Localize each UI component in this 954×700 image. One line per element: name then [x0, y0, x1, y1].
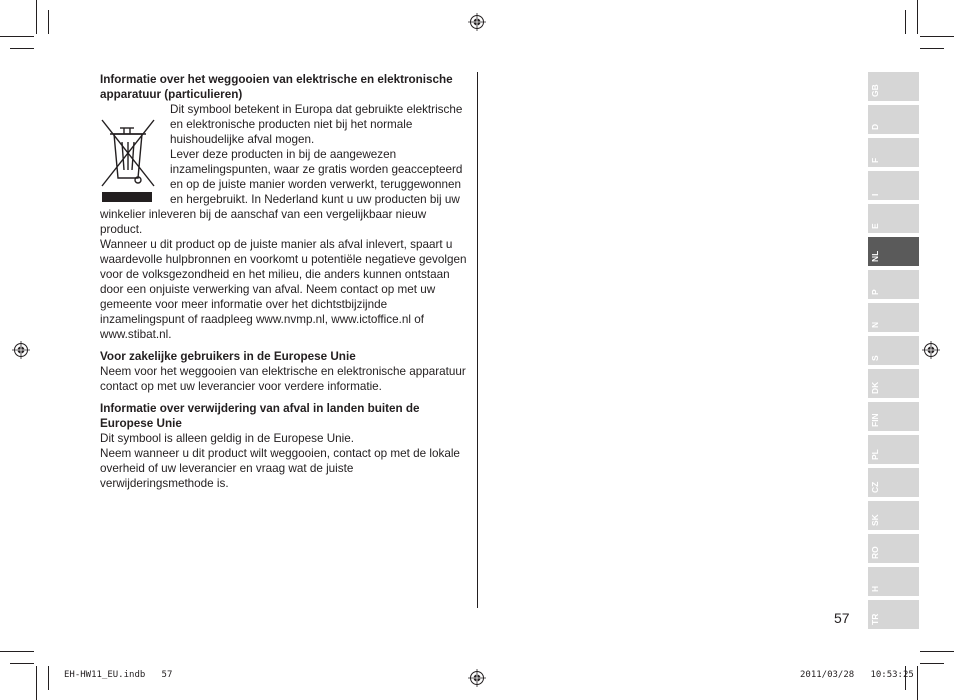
tab-label: E	[870, 223, 880, 229]
column-divider	[477, 72, 478, 608]
tab-label: GB	[870, 84, 880, 97]
registration-mark-icon	[922, 341, 940, 359]
crop-mark-tl-h2	[0, 36, 34, 37]
tab-language-nl[interactable]	[868, 237, 919, 266]
crop-mark-tr-h2	[920, 48, 944, 49]
crop-mark-tl-h	[10, 48, 34, 49]
section-paragraph: Lever deze producten in bij de aangewezen inzamelingspunten, waar ze gratis worden geaccepteerd en op de juiste manier worden verwerkt, teruggewonnen en hergebruikt. In Nederland kunt u uw producten bij uw winkelier inleveren bij de aanschaf van een vergelijkbaar nieuw product.	[100, 148, 463, 236]
crop-mark-bl-v	[36, 666, 37, 700]
tab-language-f[interactable]	[868, 138, 919, 167]
tab-label: CZ	[870, 481, 880, 493]
crop-mark-br-h2	[920, 663, 944, 664]
section-paragraph: Wanneer u dit product op de juiste manier als afval inlevert, spaart u waardevolle hulpbronnen en voorkomt u potentiële negatieve gevolgen voor de volksgezondheid en het milieu, die anders kunnen ontstaan door een onjuiste verwerking van afval. Neem contact op met uw gemeente voor meer informatie over het dichtstbijzijnde inzamelingspunt of raadpleeg www.nvmp.nl, www.ictoffice.nl of www.stibat.nl.	[100, 238, 467, 341]
tab-language-dk[interactable]	[868, 369, 919, 398]
tab-label: PL	[870, 449, 880, 460]
tab-language-e[interactable]	[868, 204, 919, 233]
crop-mark-tr-v2	[917, 0, 918, 34]
tab-label: FIN	[870, 413, 880, 427]
tab-label: S	[870, 355, 880, 361]
crop-mark-br-v	[917, 666, 918, 700]
registration-mark-icon	[468, 13, 486, 31]
crop-mark-br-h	[920, 651, 954, 652]
tab-language-d[interactable]	[868, 105, 919, 134]
footer-file-info: EH-HW11_EU.indb 57	[64, 670, 173, 680]
tab-label: TR	[870, 613, 880, 625]
tab-language-pl[interactable]	[868, 435, 919, 464]
tab-language-gb[interactable]	[868, 72, 919, 101]
tab-label: SK	[870, 514, 880, 526]
crossed-out-wheelie-bin-icon	[100, 116, 170, 206]
registration-mark-icon	[12, 341, 30, 359]
tab-language-n[interactable]	[868, 303, 919, 332]
tab-language-tr[interactable]	[868, 600, 919, 629]
tab-language-h[interactable]	[868, 567, 919, 596]
tab-label: H	[870, 585, 880, 592]
crop-mark-tr-v	[905, 10, 906, 34]
tab-language-ro[interactable]	[868, 534, 919, 563]
tab-language-s[interactable]	[868, 336, 919, 365]
page-number: 57	[834, 610, 850, 626]
crop-mark-bl-h2	[10, 663, 34, 664]
crop-mark-tl-v2	[36, 0, 37, 34]
section-heading: Informatie over het weggooien van elektrische en elektronische apparatuur (particulieren)	[100, 73, 453, 101]
tab-label: N	[870, 321, 880, 328]
tab-label: F	[870, 157, 880, 163]
tab-label: RO	[870, 546, 880, 559]
tab-language-fin[interactable]	[868, 402, 919, 431]
tab-label: NL	[870, 250, 880, 262]
disposal-info-column	[100, 72, 468, 498]
crop-mark-tr-h	[920, 36, 954, 37]
tab-language-sk[interactable]	[868, 501, 919, 530]
crop-mark-bl-v2	[48, 666, 49, 690]
section-paragraph: Neem wanneer u dit product wilt weggooien, contact op met de lokale overheid of uw leverancier en vraag wat de juiste verwijderingsmethode is.	[100, 447, 460, 490]
registration-mark-icon	[468, 669, 486, 687]
crop-mark-bl-h	[0, 651, 34, 652]
tab-label: D	[870, 123, 880, 130]
tab-language-cz[interactable]	[868, 468, 919, 497]
tab-label: DK	[870, 381, 880, 394]
tab-label: I	[870, 193, 880, 196]
section-outside-eu	[100, 401, 468, 491]
section-heading: Voor zakelijke gebruikers in de Europese Unie	[100, 350, 356, 363]
section-paragraph: Neem voor het weggooien van elektrische en elektronische apparatuur contact op met uw leverancier voor verdere informatie.	[100, 365, 466, 393]
section-paragraph: Dit symbool betekent in Europa dat gebruikte elektrische en elektronische producten niet bij het normale huishoudelijke afval mogen.	[170, 103, 463, 146]
crop-mark-tl-v	[48, 10, 49, 34]
tab-language-p[interactable]	[868, 270, 919, 299]
tab-label: P	[870, 289, 880, 295]
section-paragraph: Dit symbool is alleen geldig in de Europese Unie.	[100, 432, 355, 445]
language-tabs	[868, 72, 919, 633]
section-business-users	[100, 349, 468, 394]
footer-datetime: 2011/03/28 10:53:25	[800, 670, 914, 680]
section-weee-private	[100, 72, 468, 342]
tab-language-i[interactable]	[868, 171, 919, 200]
section-heading: Informatie over verwijdering van afval in landen buiten de Europese Unie	[100, 402, 420, 430]
